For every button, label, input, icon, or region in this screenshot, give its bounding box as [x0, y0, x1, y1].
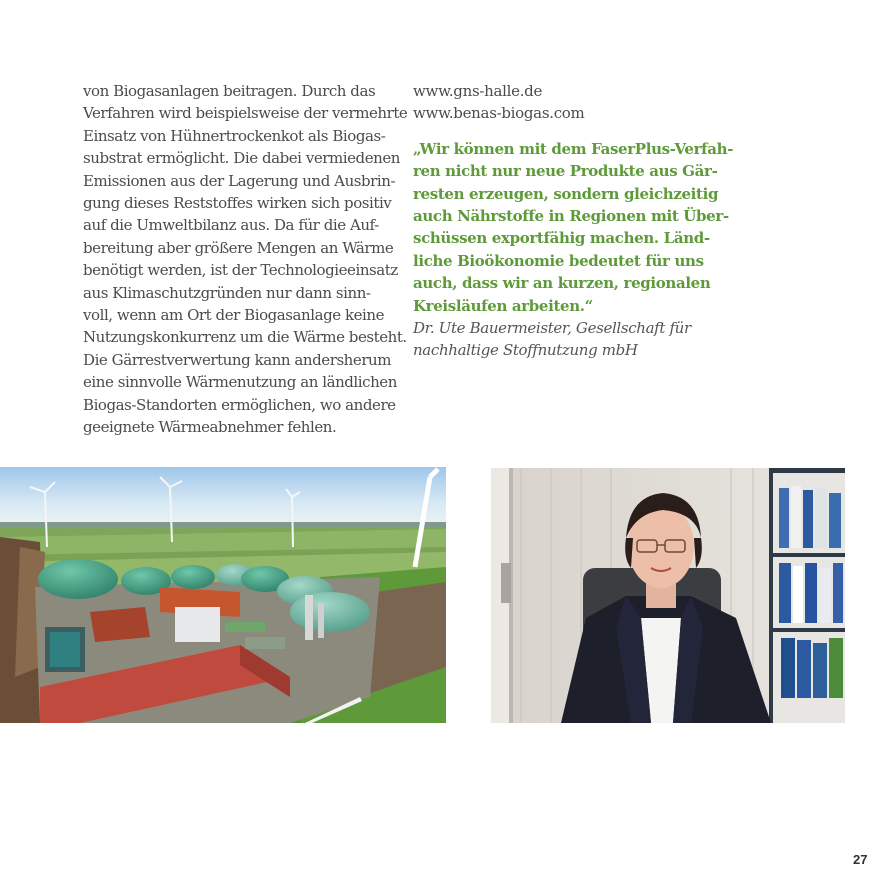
body-text-line: eine sinnvolle Wärmenutzung an ländlichen: [83, 373, 397, 392]
link-benas-biogas[interactable]: www.benas-biogas.com: [413, 104, 585, 123]
quote-line: liche Bioökonomie bedeutet für uns: [413, 251, 704, 270]
link-gns-halle[interactable]: www.gns-halle.de: [413, 82, 543, 100]
body-text-line: Emissionen aus der Lagerung und Ausbrin-: [83, 171, 396, 190]
body-text-line: auf die Umweltbilanz aus. Da für die Auf-: [83, 216, 379, 235]
body-text-line: aus Klimaschutzgründen nur dann sinn-: [83, 283, 371, 302]
portrait-photo: [491, 468, 845, 723]
body-text-line: gung dieses Reststoffes wirken sich positiv: [83, 194, 392, 213]
body-text-line: Verfahren wird beispielsweise der vermehrte: [83, 104, 408, 123]
attribution-line: Dr. Ute Bauermeister, Gesellschaft für: [413, 319, 691, 338]
body-text-line: geeignete Wärmeabnehmer fehlen.: [83, 418, 337, 437]
body-text-line: Die Gärrestverwertung kann andersherum: [83, 350, 392, 369]
body-text-line: substrat ermöglicht. Die dabei vermiedenen: [83, 149, 400, 168]
quote-line: auch, dass wir an kurzen, regionalen: [413, 274, 711, 293]
quote-line: auch Nährstoffe in Regionen mit Über-: [413, 207, 729, 226]
quote-line: „Wir können mit dem FaserPlus-Verfah-: [413, 139, 734, 158]
body-text-line: Nutzungskonkurrenz um die Wärme besteht.: [83, 328, 407, 347]
body-text-line: von Biogasanlagen beitragen. Durch das: [83, 82, 376, 100]
quote-attribution: [413, 317, 743, 362]
body-text-line: voll, wenn am Ort der Biogasanlage keine: [83, 306, 385, 325]
body-text-line: benötigt werden, ist der Technologieeinsatz: [83, 261, 398, 280]
quote-line: schüssen exportfähig machen. Länd-: [413, 229, 710, 248]
biogas-plant-photo: [0, 467, 446, 723]
attribution-line: nachhaltige Stoffnutzung mbH: [413, 341, 638, 360]
page-number: 27: [853, 852, 868, 867]
body-text-line: Biogas-Standorten ermöglichen, wo andere: [83, 395, 396, 414]
body-text-line: bereitung aber größere Mengen an Wärme: [83, 238, 394, 257]
body-text-line: Einsatz von Hühnertrockenkot als Biogas-: [83, 126, 386, 145]
body-text-column: [83, 80, 408, 439]
pull-quote: [413, 138, 743, 317]
quote-line: Kreisläufen arbeiten.“: [413, 296, 593, 315]
sidebar-column: [413, 80, 743, 362]
quote-line: resten erzeugen, sondern gleichzeitig: [413, 184, 719, 203]
quote-line: ren nicht nur neue Produkte aus Gär-: [413, 162, 718, 181]
